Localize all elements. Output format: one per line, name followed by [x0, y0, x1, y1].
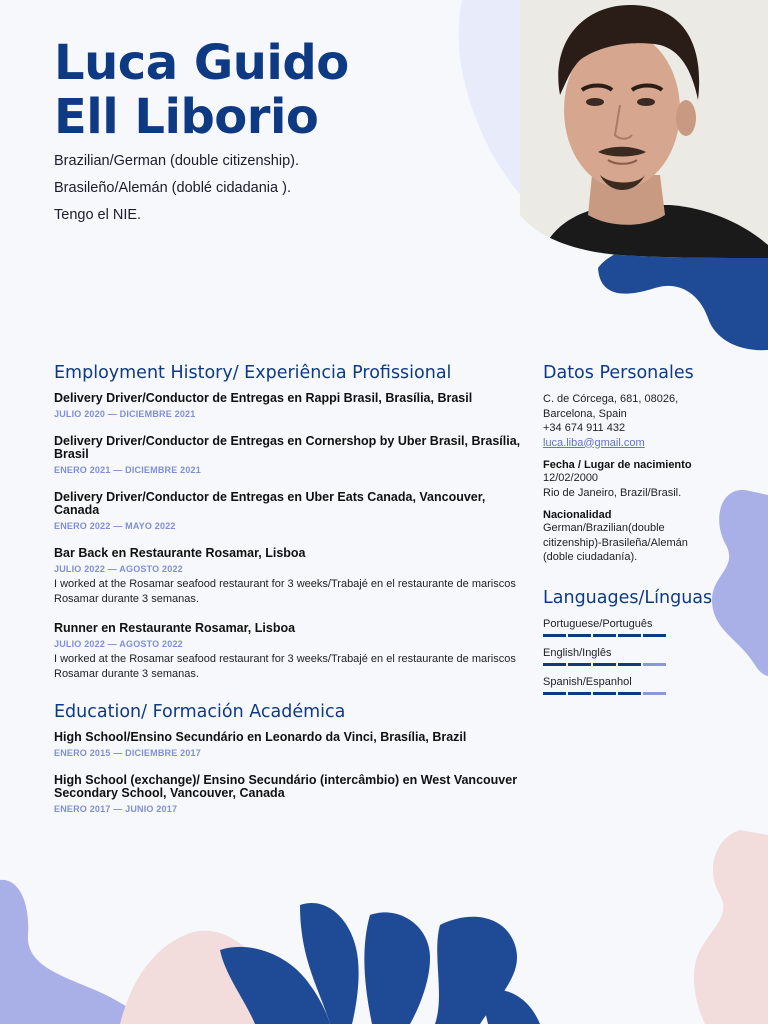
level-segment-filled — [568, 692, 591, 695]
languages-section — [543, 589, 748, 695]
job-title: Delivery Driver/Conductor de Entregas en Rappi Brasil, Brasília, Brasil — [54, 391, 473, 405]
language-name: Portuguese/Português — [543, 617, 653, 630]
birth-place: Rio de Janeiro, Brazil/Brasil. — [543, 486, 682, 499]
education-title: High School/Ensino Secundário en Leonardo da Vinci, Brasília, Brazil — [54, 730, 467, 744]
level-segment-filled — [643, 634, 666, 637]
job-entry — [54, 491, 524, 531]
personal-heading: Datos Personales — [543, 363, 694, 383]
job-date: JULIO 2020 — DICIEMBRE 2021 — [54, 409, 196, 419]
nationality-label: Nacionalidad — [543, 509, 612, 521]
birth-date: 12/02/2000 — [543, 472, 599, 484]
level-segment-filled — [618, 692, 641, 695]
level-segment-filled — [593, 663, 616, 666]
job-entry — [54, 622, 524, 681]
level-segment-filled — [543, 634, 566, 637]
job-title: Runner en Restaurante Rosamar, Lisboa — [54, 621, 296, 635]
subtitle-line: Brasileño/Alemán (doblé cidadania ). — [54, 180, 291, 196]
level-segment-filled — [543, 692, 566, 695]
education-entry — [54, 774, 524, 814]
language-name: Spanish/Espanhol — [543, 675, 632, 688]
education-title: High School (exchange)/ Ensino Secundário (intercâmbio) en West Vancouver Secondary School, Vancouver, Canada — [54, 773, 518, 800]
education-date: ENERO 2015 — DICIEMBRE 2017 — [54, 748, 201, 758]
level-segment-filled — [618, 663, 641, 666]
language-level-bar — [543, 663, 748, 666]
job-description: I worked at the Rosamar seafood restaurant for 3 weeks/Trabajé en el restaurante de mariscos Rosamar durante 3 semanas. — [54, 653, 516, 680]
job-entry — [54, 547, 524, 606]
job-description: I worked at the Rosamar seafood restaurant for 3 weeks/Trabajé en el restaurante de mariscos Rosamar durante 3 semanas. — [54, 578, 516, 605]
level-segment-filled — [543, 663, 566, 666]
navy-leaf-3 — [364, 912, 430, 1024]
education-date: ENERO 2017 — JUNIO 2017 — [54, 804, 178, 814]
language-item — [543, 646, 748, 666]
job-date: JULIO 2022 — AGOSTO 2022 — [54, 564, 183, 574]
name-line-1: Luca Guido — [54, 35, 349, 91]
level-segment-filled — [568, 634, 591, 637]
subtitle-line: Brazilian/German (double citizenship). — [54, 153, 299, 169]
address-line: C. de Córcega, 681, 08026, — [543, 393, 679, 405]
birth-info — [543, 471, 748, 500]
birth-label: Fecha / Lugar de nacimiento — [543, 459, 692, 471]
languages-heading: Languages/Línguas — [543, 587, 713, 608]
subtitle-line: Tengo el NIE. — [54, 207, 142, 223]
job-title: Delivery Driver/Conductor de Entregas en Uber Eats Canada, Vancouver, Canada — [54, 490, 486, 517]
employment-heading: Employment History/ Experiência Profissional — [54, 363, 452, 383]
address-line: Barcelona, Spain — [543, 407, 627, 420]
level-segment-filled — [593, 634, 616, 637]
language-item — [543, 617, 748, 637]
job-entry — [54, 435, 524, 475]
name-line-2: Ell Liborio — [54, 89, 319, 145]
education-section — [54, 703, 524, 814]
language-level-bar — [543, 692, 748, 695]
level-segment-filled — [618, 634, 641, 637]
navy-leaf-5 — [480, 989, 540, 1024]
education-heading: Education/ Formación Académica — [54, 702, 346, 722]
language-level-bar — [543, 634, 748, 637]
address — [543, 392, 748, 450]
level-segment-empty — [643, 692, 666, 695]
language-item — [543, 675, 748, 695]
job-date: ENERO 2021 — DICIEMBRE 2021 — [54, 465, 201, 475]
nationality-value: German/Brazilian(double citizenship)-Brasileña/Alemán (doble ciudadanía). — [543, 522, 688, 563]
language-name: English/Inglês — [543, 646, 612, 659]
job-title: Bar Back en Restaurante Rosamar, Lisboa — [54, 546, 306, 560]
job-date: ENERO 2022 — MAYO 2022 — [54, 521, 176, 531]
level-segment-empty — [643, 663, 666, 666]
job-date: JULIO 2022 — AGOSTO 2022 — [54, 639, 183, 649]
phone-number: +34 674 911 432 — [543, 422, 626, 434]
job-title: Delivery Driver/Conductor de Entregas en Cornershop by Uber Brasil, Brasília, Brasil — [54, 434, 521, 461]
side-column — [543, 364, 748, 704]
level-segment-filled — [568, 663, 591, 666]
pink-blob-right — [694, 830, 768, 1024]
level-segment-filled — [593, 692, 616, 695]
main-column — [54, 364, 524, 830]
job-entry — [54, 392, 524, 419]
citizenship-summary — [54, 148, 299, 229]
email-link[interactable]: luca.liba@gmail.com — [543, 436, 645, 449]
education-entry — [54, 731, 524, 758]
languages-list — [543, 617, 748, 695]
candidate-name — [54, 36, 349, 144]
profile-photo — [520, 0, 768, 258]
